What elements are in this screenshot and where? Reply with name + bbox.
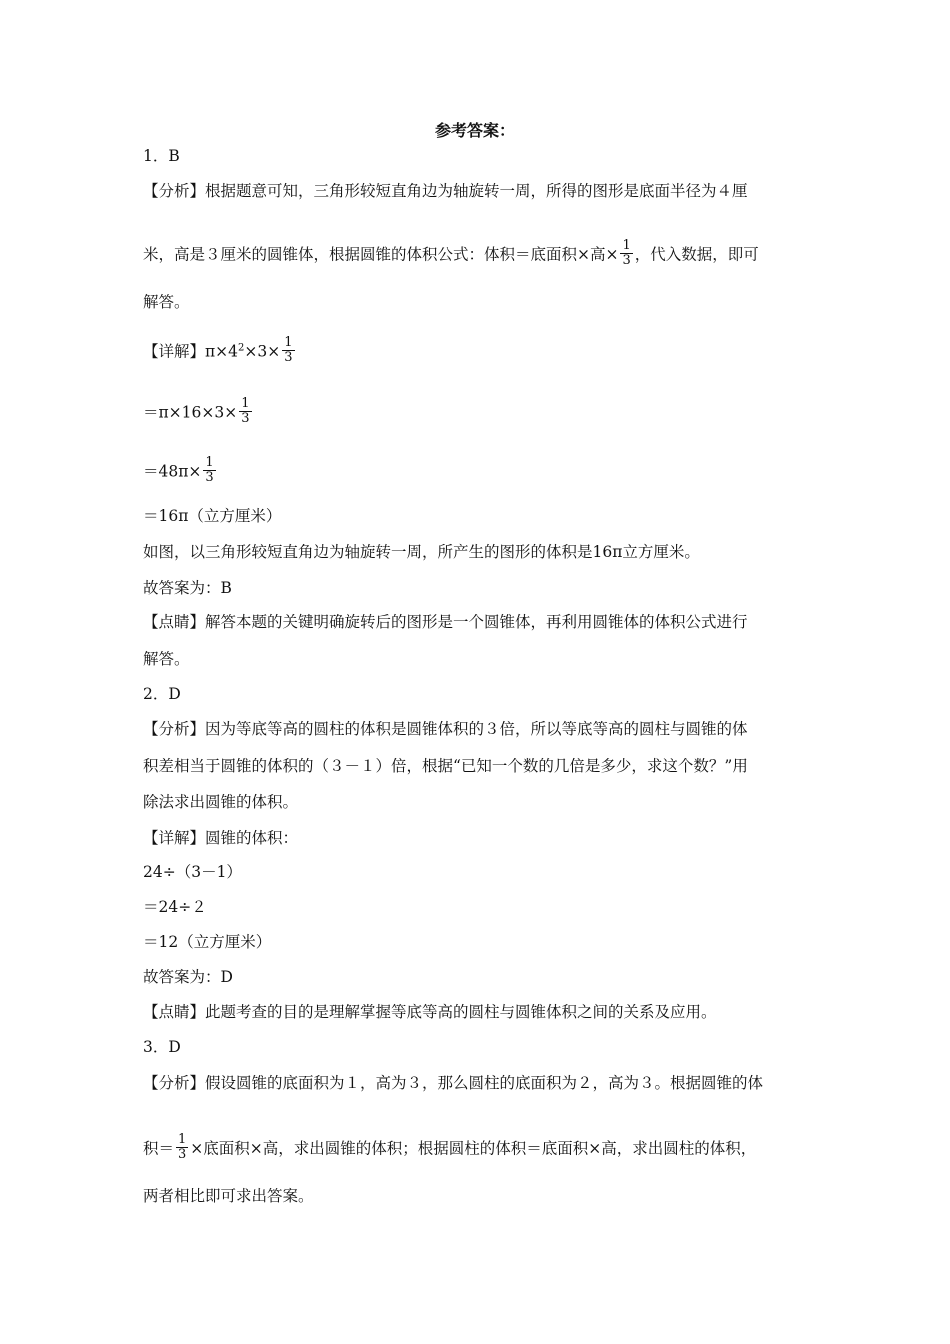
- fraction-one-third: $\frac{1}{3}$: [178, 1132, 187, 1162]
- q2-step-2: ＝24÷２: [143, 898, 207, 916]
- q1-step-4: ＝16π（立方厘米）: [143, 507, 282, 525]
- q1-detail-line-1: [143, 335, 297, 367]
- q1-step-text: ＝π×16×3×: [143, 403, 238, 422]
- fraction-one-third: $\frac{1}{3}$: [241, 396, 250, 426]
- q2-comment: 【点睛】此题考查的目的是理解掌握等底等高的圆柱与圆锥体积之间的关系及应用。: [143, 1003, 717, 1021]
- exponent: 2: [238, 342, 245, 354]
- q2-detail-line-1: 【详解】圆锥的体积：: [143, 829, 299, 847]
- question-1-number: 1．B: [143, 147, 180, 165]
- q2-analysis-line-2: 积差相当于圆锥的体积的（３－１）倍，根据“已知一个数的几倍是多少，求这个数？”用: [143, 757, 748, 775]
- q3-analysis-line-1: 【分析】假设圆锥的底面积为１，高为３，那么圆柱的底面积为２，高为３。根据圆锥的体: [143, 1074, 764, 1092]
- q1-comment-line-1: 【点睛】解答本题的关键明确旋转后的图形是一个圆锥体，再利用圆锥体的体积公式进行: [143, 613, 748, 631]
- q1-analysis-line-3: 解答。: [143, 293, 190, 311]
- q1-detail-text: 【详解】π×4: [143, 342, 239, 361]
- q2-answer: 故答案为：D: [143, 968, 233, 986]
- q1-analysis-text: ，代入数据，即可: [634, 245, 759, 264]
- q2-step-1: 24÷（3－1）: [143, 863, 242, 881]
- q1-analysis-text: 米，高是３厘米的圆锥体，根据圆锥的体积公式：体积＝底面积×高×: [143, 245, 619, 264]
- question-2-number: 2．D: [143, 685, 181, 703]
- q1-analysis-line-2: [143, 238, 759, 270]
- q1-conclusion: 如图，以三角形较短直角边为轴旋转一周，所产生的图形的体积是16π立方厘米。: [143, 543, 700, 561]
- page-title: 参考答案：: [434, 121, 515, 140]
- q3-analysis-text: ×底面积×高，求出圆锥的体积；根据圆柱的体积＝底面积×高，求出圆柱的体积，: [190, 1139, 757, 1158]
- q1-analysis-line-1: 【分析】根据题意可知，三角形较短直角边为轴旋转一周，所得的图形是底面半径为４厘: [143, 182, 748, 200]
- q1-detail-text: ×3×: [244, 342, 281, 361]
- fraction-one-third: $\frac{1}{3}$: [284, 335, 293, 365]
- q2-analysis-line-3: 除法求出圆锥的体积。: [143, 793, 299, 811]
- q2-step-3: ＝12（立方厘米）: [143, 933, 272, 951]
- q2-analysis-line-1: 【分析】因为等底等高的圆柱的体积是圆锥体积的３倍，所以等底等高的圆柱与圆锥的体: [143, 720, 748, 738]
- fraction-one-third: $\frac{1}{3}$: [205, 455, 214, 485]
- q3-analysis-line-3: 两者相比即可求出答案。: [143, 1187, 314, 1205]
- q3-analysis-text: 积＝: [143, 1139, 175, 1158]
- fraction-one-third: $\frac{1}{3}$: [622, 238, 631, 268]
- q1-step-text: ＝48π×: [143, 462, 202, 481]
- q1-step-3: [143, 455, 218, 487]
- q3-analysis-line-2: [143, 1132, 757, 1164]
- q1-answer: 故答案为：B: [143, 579, 232, 597]
- q1-step-2: [143, 396, 254, 428]
- q1-comment-line-2: 解答。: [143, 650, 190, 668]
- question-3-number: 3．D: [143, 1038, 181, 1056]
